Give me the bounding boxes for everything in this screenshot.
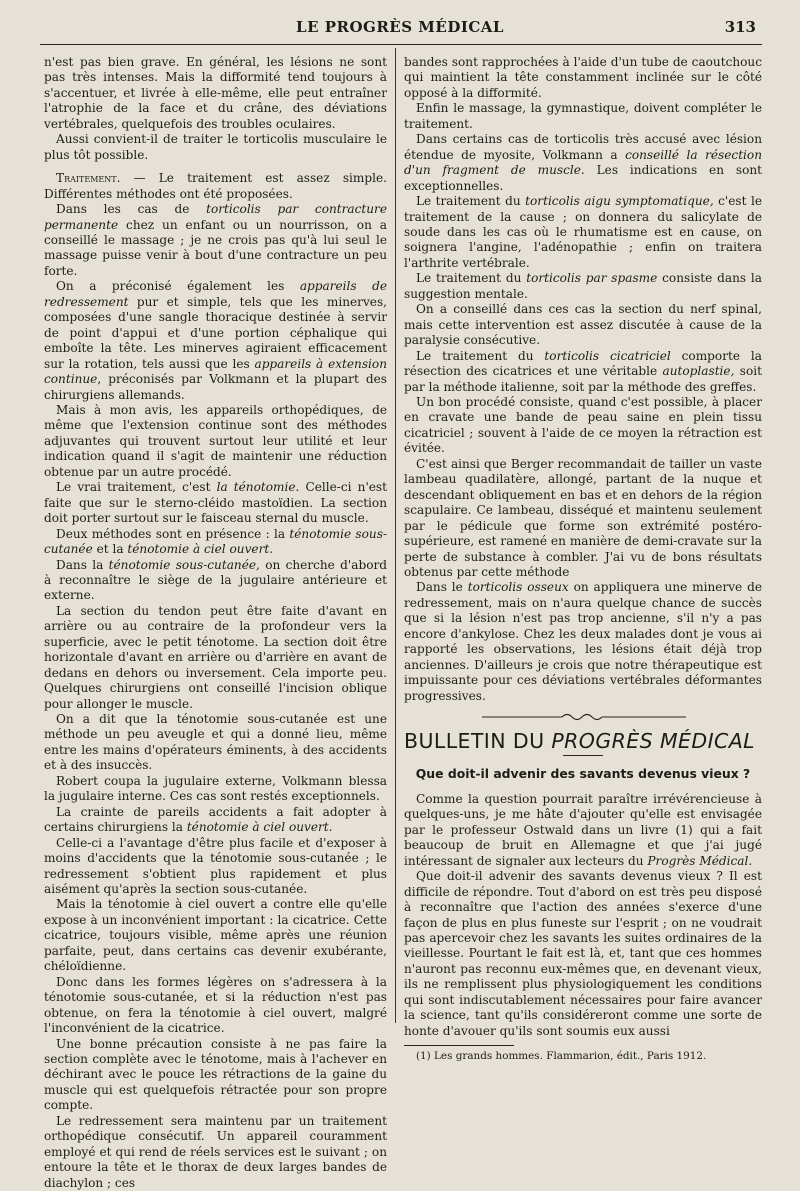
heading-text: BULLETIN DU [404,729,552,754]
paragraph: Le redressement sera maintenu par un traitement orthopédique consécutif. Un appareil couramment employé et qui rend de réels services est le suivant ; on entoure la tête et le thorax de deux larges bandes de diachylon ; ces [44,1113,387,1190]
emphasis: appareils de redressement [44,279,387,309]
paragraph: Une bonne précaution consiste à ne pas faire la section complète avec le ténotome, mais à l'achever en déchirant avec le pouce les rétractions de la gaine du muscle qui est quelquefois rétractée pour son propre compte. [44,1036,387,1113]
paragraph [404,580,762,704]
paragraph-text: Dans le [416,580,468,595]
column-divider [395,48,396,1023]
section-heading [404,729,762,754]
paragraph [44,558,387,604]
ornamental-rule [404,710,762,724]
article-subheading: Que doit-il advenir des savants devenus vieux ? [415,766,751,782]
emphasis: torticolis par spasme [526,271,658,286]
paragraph: Celle-ci a l'avantage d'être plus facile et d'exposer à moins d'accidents que la ténotomie sous-cutanée ; le redressement s'obtient plus rapidement et plus aisément qu'après la section sous-cutanée. [44,835,387,897]
emphasis: torticolis cicatriciel [544,348,671,363]
paragraph-text: et la [92,542,128,557]
paragraph [44,527,387,558]
paragraph: Donc dans les formes légères on s'adressera à la ténotomie sous-cutanée, et si la réduction n'est pas obtenue, on fera la ténotomie à ciel ouvert, malgré l'inconvénient de la cicatrice. [44,974,387,1036]
paragraph: On a conseillé dans ces cas la section du nerf spinal, mais cette intervention est assez discutée à cause de la paralysie consécutive. [404,302,762,348]
paragraph-text: c'est le traitement de la cause ; on donnera du salicylate de soude dans les cas où le rhumatisme est en cause, on soignera l'angine, l'adénopathie ; enfin on traitera l'arthrite vertébrale. [404,194,762,270]
paragraph-text: on cherche d'abord à reconnaître le siège de la jugulaire antérieure et externe. [44,557,387,603]
paragraph-text: Le traitement du [416,194,526,209]
journal-title: LE PROGRÈS MÉDICAL [296,18,504,36]
paragraph-text: chez un enfant ou un nourrisson, on a conseillé le massage ; je ne crois pas qu'à lui seul le massage puisse venir à bout d'une contracture un peu forte. [44,217,387,278]
paragraph-text: on appliquera une minerve de redressement, mais on n'aura quelque chance de succès que si la lésion n'est pas trop ancienne, s'il n'y a pas encore d'ankylose. Chez les deux malades dont je vous ai rapporté les observations, les lésions était déjà trop anciennes. D'ailleurs je crois que notre thérapeutique est impuissante pour ces déviations vertébrales déformantes progressives. [404,580,762,703]
paragraph-text: Le vrai traitement, c'est [56,480,217,495]
paragraph-text: Dans la [56,557,109,572]
paragraph: n'est pas bien grave. En général, les lésions ne sont pas très intenses. Mais la difformité tend toujours à s'accentuer, et livrée à elle-même, elle peut entraîner l'atrophie de la face et du crâne, des déviations vertébrales, quelquefois des troubles oculaires. [44,55,387,131]
paragraph [44,805,387,836]
paragraph-text: Les indications en sont exceptionnelles. [404,163,762,193]
paragraph-text: soit par la méthode italienne, soit par la méthode des greffes. [404,364,762,394]
paragraph [404,792,762,869]
paragraph-text: consiste dans la suggestion mentale. [404,271,762,301]
paragraph-text: On a préconisé également les [56,279,300,294]
paragraph: La section du tendon peut être faite d'avant en arrière ou au contraire de la profondeur vers la superficie, avec le petit ténotome. La section doit être horizontale d'avant en arrière ou d'arrière en avant de dedans en dehors ou inversement. Cela importe peu. Quelques chirurgiens ont conseillé l'incision oblique pour allonger le muscle. [44,603,387,711]
paragraph: Robert coupa la jugulaire externe, Volkmann blessa la jugulaire interne. Ces cas sont restés exceptionnels. [44,773,387,804]
paragraph: Un bon procédé consiste, quand c'est possible, à placer en cravate une bande de peau saine en plein tissu cicatriciel ; souvent à l'aide de ce moyen la rétraction est évitée. [404,394,762,456]
paragraph-text: Dans les cas de [56,202,207,217]
emphasis: conseillé la résection d'un fragment de muscle. [404,147,762,178]
paragraph-text: La crainte de pareils accidents a fait adopter à certains chirurgiens la [44,804,387,835]
paragraph: bandes sont rapprochées à l'aide d'un tube de caoutchouc qui maintient la tête constamment inclinée sur le côté opposé à la difformité. [404,55,762,100]
paragraph: Aussi convient-il de traiter le torticolis musculaire le plus tôt possible. [44,132,387,162]
heading-text: PROGRÈS MÉDICAL [551,729,755,754]
paragraph-text: Dans certains cas de torticolis très accusé avec lésion étendue de myosite, Volkmann a [404,132,762,162]
footnote-rule [404,1045,514,1046]
running-header [0,18,800,42]
header-rule [40,44,762,45]
emphasis: torticolis par contracture permanente [44,202,387,232]
paragraph-text: comporte la résection des cicatrices et une véritable [404,348,762,379]
paragraph-text: Le traitement du [416,271,527,286]
paragraph: Mais à mon avis, les appareils orthopédiques, de même que l'extension continue sont des méthodes adjuvantes qui trouvent surtout leur utilité et leur indication quand il s'agit de maintenir une réduction obtenue par un autre procédé. [44,402,387,479]
paragraph-text: , préconisés par Volkmann et la plupart des chirurgiens allemands. [44,372,387,402]
emphasis: appareils à extension continue [44,356,387,387]
paragraph-text: Comme la question pourrait paraître irrévérencieuse à quelques-uns, je me hâte d'ajouter qu'elle est envisagée par le professeur Ostwald dans un livre (1) qui a fait beaucoup de bruit en Allemagne et que j'ai jugé intéressant de signaler aux lecteurs du [404,791,762,868]
emphasis: torticolis aigu symptomatique, [525,194,714,209]
paragraph [404,194,762,271]
paragraph-text: pur et simple, tels que les minerves, composées d'une sangle thoracique destinée à servir de point d'appui et d'une portion céphalique qui emboîte la tête. Les minerves agiraient efficacement sur la rotation, tels aussi que les [44,294,387,371]
footnote: (1) Les grands hommes. Flammarion, édit., Paris 1912. [416,1050,707,1063]
left-column [44,55,388,1190]
emphasis: ténotomie sous-cutanée [44,526,388,557]
paragraph: Que doit-il advenir des savants devenus vieux ? Il est difficile de répondre. Tout d'abord on est très peu disposé à reconnaître que l'action des années s'exerce d'une façon de plus en plus funeste sur l'esprit ; on ne voudrait pas apercevoir chez les savants les suites ordinaires de la vieillesse. Pourtant le fait est là, et, tant que ces hommes n'auront pas reconnu eux-mêmes que, en devenant vieux, ils ne remplissent plus physiologiquement les conditions qui sont indiscutablement nécessaires pour faire avancer la science, tant qu'ils considéreront comme une sorte de honte d'avouer qu'ils sont soumis eux aussi [404,869,762,1038]
paragraph [404,271,762,302]
paragraph [44,171,387,202]
paragraph-text: Deux méthodes sont en présence : la [56,526,290,541]
emphasis: ténotomie à ciel ouvert. [186,820,333,835]
emphasis: ténotomie sous-cutanée, [108,557,260,572]
paragraph [44,279,387,403]
paragraph [44,202,387,279]
emphasis: ténotomie à ciel ouvert. [127,542,274,557]
paragraph: Mais la ténotomie à ciel ouvert a contre elle qu'elle expose à un inconvénient important : la cicatrice. Cette cicatrice, toujours visible, même après une réunion parfaite, peut, dans certains cas devenir exubérante, chéloïdienne. [44,897,387,974]
paragraph [404,132,762,194]
paragraph: C'est ainsi que Berger recommandait de tailler un vaste lambeau quadilatère, allongé, partant de la nuque et descendant obliquement en bas et en dehors de la région scapulaire. Ce lambeau, disséqué et maintenu seulement par le pédicule que forme son extrémité postéro-supérieure, est ramené en manière de demi-cravate sur la perte de substance à combler. J'ai vu de bons résultats obtenus par cette méthode [404,456,762,579]
right-column [404,55,762,1063]
paragraph-text: Le traitement du [416,348,545,363]
emphasis: torticolis osseux [467,580,569,595]
emphasis: autoplastie, [662,364,735,379]
paragraph-text: — Le traitement est assez simple. Différentes méthodes ont été proposées. [44,171,387,201]
paragraph-text: Celle-ci n'est faite que sur le sterno-cléido mastoïdien. La section doit porter surtout sur le faisceau sternal du muscle. [44,480,387,526]
page-number: 313 [724,18,756,36]
paragraph: On a dit que la ténotomie sous-cutanée est une méthode un peu aveugle et qui a donné lieu, même entre les mains d'opérateurs éminents, à des accidents et à des insuccès. [44,712,387,773]
paragraph: Enfin le massage, la gymnastique, doivent compléter le traitement. [404,101,762,131]
emphasis: la ténotomie. [216,480,300,495]
emphasis: Progrès Médical. [647,853,753,868]
heading-rule [563,755,603,756]
paragraph [404,349,762,395]
section-label: Traitement. [56,171,121,186]
paragraph [44,480,387,526]
